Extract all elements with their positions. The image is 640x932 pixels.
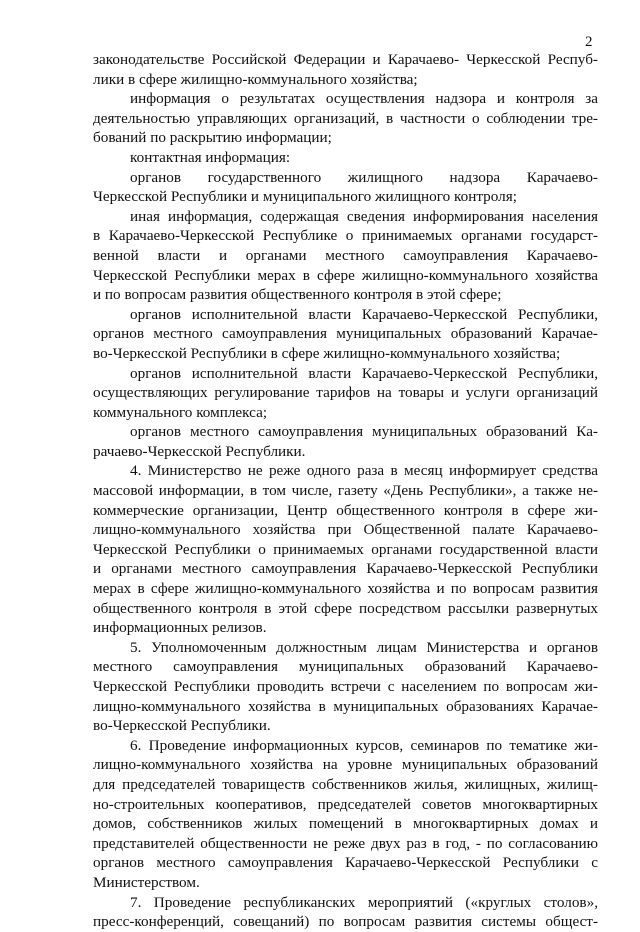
text-line: лищно-коммунального хозяйства на уровне муниципальных образований bbox=[93, 756, 598, 774]
text-line: массовой информации, в том числе, газету «День Республики», а также не- bbox=[93, 482, 598, 500]
text-line: информационных релизов. bbox=[93, 619, 267, 637]
text-line: венной власти и органами местного самоуправления Карачаево- bbox=[93, 246, 598, 264]
text-line: органов исполнительной власти Карачаево-Черкесской Республики, bbox=[130, 305, 598, 323]
text-line: иная информация, содержащая сведения информирования населения bbox=[130, 207, 598, 225]
text-line: мерах в сфере жилищно-коммунального хозяйства и по вопросам развития bbox=[93, 580, 598, 598]
text-line: Черкесской Республики проводить встречи с населением по вопросам жи- bbox=[93, 678, 598, 695]
text-line: лищно-коммунального хозяйства в муниципальных образованиях Карачае- bbox=[93, 697, 598, 715]
text-line: органов местного самоуправления Карачаево-Черкесской Республики с bbox=[93, 854, 598, 872]
text-line: органов местного самоуправления муниципальных образований Ка- bbox=[130, 423, 598, 441]
text-line: во-Черкесской Республики в сфере жилищно-коммунального хозяйства; bbox=[93, 344, 561, 362]
paragraph bbox=[93, 207, 598, 305]
text-line: 5. Уполномоченным должностным лицам Министерства и органов bbox=[130, 638, 598, 656]
text-line: органов исполнительной власти Карачаево-Черкесской Республики, bbox=[130, 364, 598, 382]
text-line: контактная информация: bbox=[130, 148, 291, 166]
text-line: органов государственного жилищного надзора Карачаево- bbox=[130, 168, 598, 186]
text-line: представителей общественности не реже двух раз в год, - по согласованию bbox=[93, 834, 598, 852]
document-body bbox=[93, 50, 598, 932]
text-line: Министерством. bbox=[93, 873, 200, 891]
paragraph bbox=[93, 89, 598, 148]
text-line: 4. Министерство не реже одного раза в месяц информирует средства bbox=[130, 462, 598, 480]
text-line: органов местного самоуправления муниципальных образований Карачае- bbox=[93, 325, 598, 343]
text-line: осуществляющих регулирование тарифов на товары и услуги организаций bbox=[93, 384, 598, 402]
paragraph bbox=[93, 736, 598, 893]
page-number: 2 bbox=[585, 34, 593, 50]
text-line: домов, собственников жилых помещений в многоквартирных домах и bbox=[93, 815, 598, 833]
text-line: законодательстве Российской Федерации и Карачаево- Черкесской Респуб- bbox=[93, 51, 598, 68]
text-line: во-Черкесской Республики. bbox=[93, 717, 271, 735]
text-line: коммунального комплекса; bbox=[93, 403, 268, 421]
text-line: пресс-конференций, совещаний) по вопросам развития системы общест- bbox=[93, 913, 598, 931]
text-line: информация о результатах осуществления надзора и контроля за bbox=[130, 90, 598, 108]
text-line: бований по раскрытию информации; bbox=[93, 129, 332, 147]
text-line: Черкесской Республики и муниципального жилищного контроля; bbox=[93, 188, 517, 206]
text-line: общественного контроля в этой сфере посредством рассылки развернутых bbox=[93, 599, 598, 617]
text-line: 7. Проведение республиканских мероприятий («круглых столов», bbox=[130, 893, 598, 911]
paragraph bbox=[93, 422, 598, 461]
paragraph bbox=[93, 148, 598, 168]
paragraph bbox=[93, 638, 598, 736]
paragraph bbox=[93, 364, 598, 423]
paragraph bbox=[93, 50, 598, 89]
text-line: 6. Проведение информационных курсов, семинаров по тематике жи- bbox=[130, 736, 598, 754]
text-line: для председателей товариществ собственников жилья, жилищных, жилищ- bbox=[93, 775, 598, 793]
paragraph bbox=[93, 461, 598, 637]
text-line: Черкесской Республики мерах в сфере жилищно-коммунального хозяйства bbox=[93, 266, 598, 284]
text-line: и органами местного самоуправления Карачаево-Черкесской Республики bbox=[93, 560, 598, 578]
text-line: в Карачаево-Черкесской Республике о принимаемых органами государст- bbox=[93, 227, 598, 245]
paragraph bbox=[93, 305, 598, 364]
text-line: и по вопросам развития общественного контроля в этой сфере; bbox=[93, 286, 502, 304]
text-line: рачаево-Черкесской Республики. bbox=[93, 442, 306, 460]
text-line: местного самоуправления муниципальных образований Карачаево- bbox=[93, 658, 598, 676]
text-line: лики в сфере жилищно-коммунального хозяйства; bbox=[93, 70, 418, 88]
text-line: но-строительных кооперативов, председателей советов многоквартирных bbox=[93, 795, 598, 813]
text-line: лищно-коммунального хозяйства при Общественной палате Карачаево- bbox=[93, 521, 598, 539]
text-line: Черкесской Республики о принимаемых органами государственной власти bbox=[93, 540, 598, 558]
text-line: деятельностью управляющих организаций, в частности о соблюдении тре- bbox=[93, 109, 598, 127]
paragraph bbox=[93, 168, 598, 207]
paragraph bbox=[93, 893, 598, 932]
text-line: коммерческие организации, Центр общественного контроля в сфере жи- bbox=[93, 501, 598, 519]
